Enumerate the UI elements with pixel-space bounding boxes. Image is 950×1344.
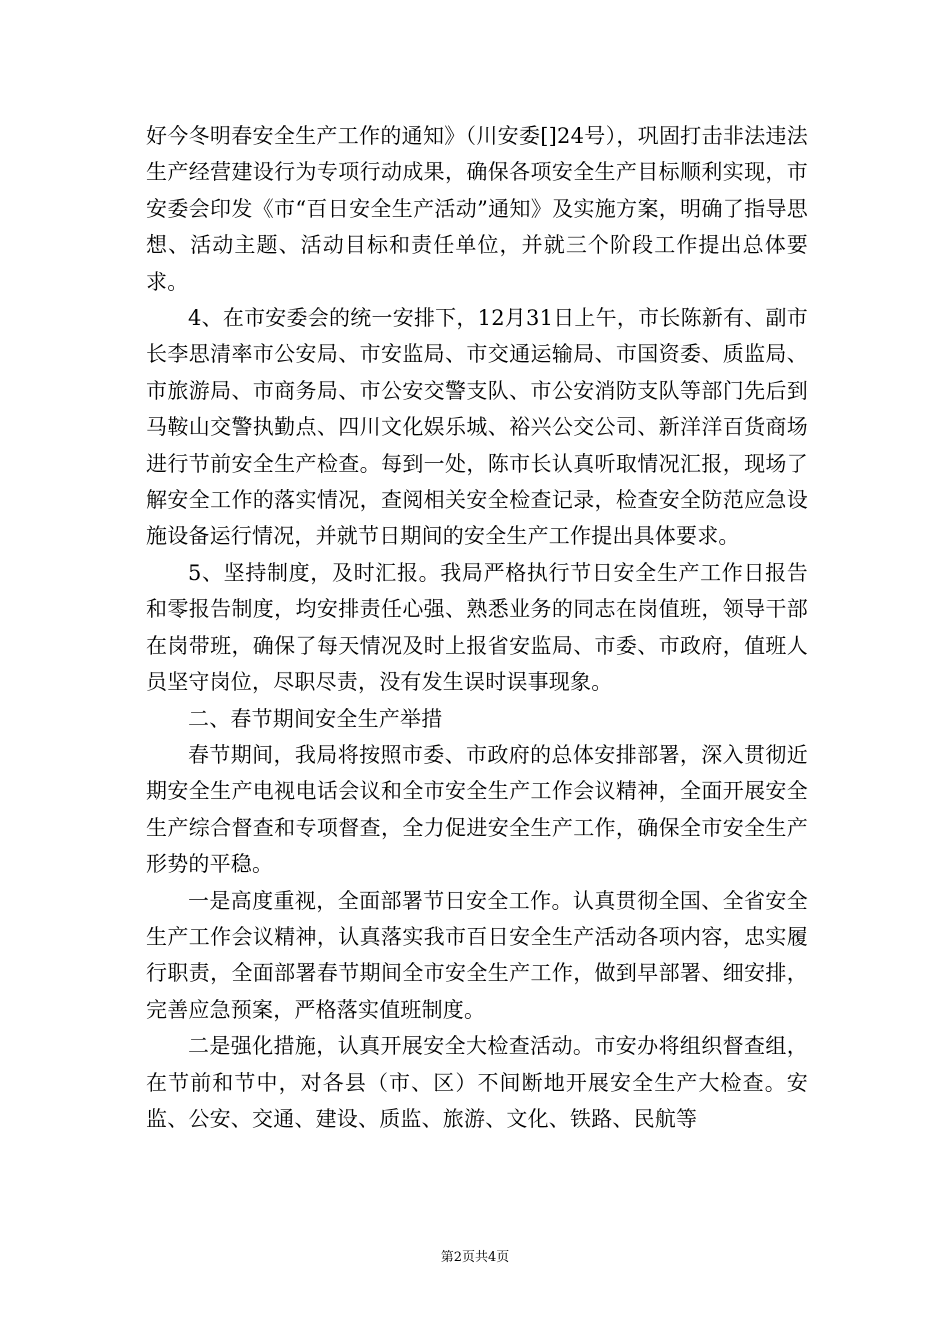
- paragraph-5: 一是高度重视，全面部署节日安全工作。认真贯彻全国、全省安全生产工作会议精神，认真落实我市百日安全生产活动各项内容，忠实履行职责，全面部署春节期间全市安全生产工作，做到早部署、细安排，完善应急预案，严格落实值班制度。: [146, 888, 808, 1022]
- document-body: [146, 118, 808, 1137]
- paragraph-4: 春节期间，我局将按照市委、市政府的总体安排部署，深入贯彻近期安全生产电视电话会议和全市安全生产工作会议精神，全面开展安全生产综合督查和专项督查，全力促进安全生产工作，确保全市安全生产形势的平稳。: [146, 742, 808, 877]
- paragraph-2: 4、在市安委会的统一安排下，12月31日上午，市长陈新有、副市长李思清率市公安局、市安监局、市交通运输局、市国资委、质监局、市旅游局、市商务局、市公安交警支队、市公安消防支队等部门先后到马鞍山交警执勤点、四川文化娱乐城、裕兴公交公司、新洋洋百货商场进行节前安全生产检查。每到一处，陈市长认真听取情况汇报，现场了解安全工作的落实情况，查阅相关安全检查记录，检查安全防范应急设施设备运行情况，并就节日期间的安全生产工作提出具体要求。: [146, 306, 808, 549]
- paragraph-1: 好今冬明春安全生产工作的通知》（川安委[]24号），巩固打击非法违法生产经营建设行为专项行动成果，确保各项安全生产目标顺利实现，市安委会印发《市“百日安全生产活动”通知》及实施方案，明确了指导思想、活动主题、活动目标和责任单位，并就三个阶段工作提出总体要求。: [146, 124, 808, 294]
- page-number: 第2页共4页: [440, 1250, 510, 1265]
- section-heading: 二、春节期间安全生产举措: [188, 706, 443, 731]
- page-footer: [0, 1249, 950, 1267]
- paragraph-6: 二是强化措施，认真开展安全大检查活动。市安办将组织督查组，在节前和节中，对各县（市、区）不间断地开展安全生产大检查。安监、公安、交通、建设、质监、旅游、文化、铁路、民航等: [146, 1034, 808, 1131]
- paragraph-3: 5、坚持制度，及时汇报。我局严格执行节日安全生产工作日报告和零报告制度，均安排责任心强、熟悉业务的同志在岗值班，领导干部在岗带班，确保了每天情况及时上报省安监局、市委、市政府，值班人员坚守岗位，尽职尽责，没有发生误时误事现象。: [146, 560, 808, 695]
